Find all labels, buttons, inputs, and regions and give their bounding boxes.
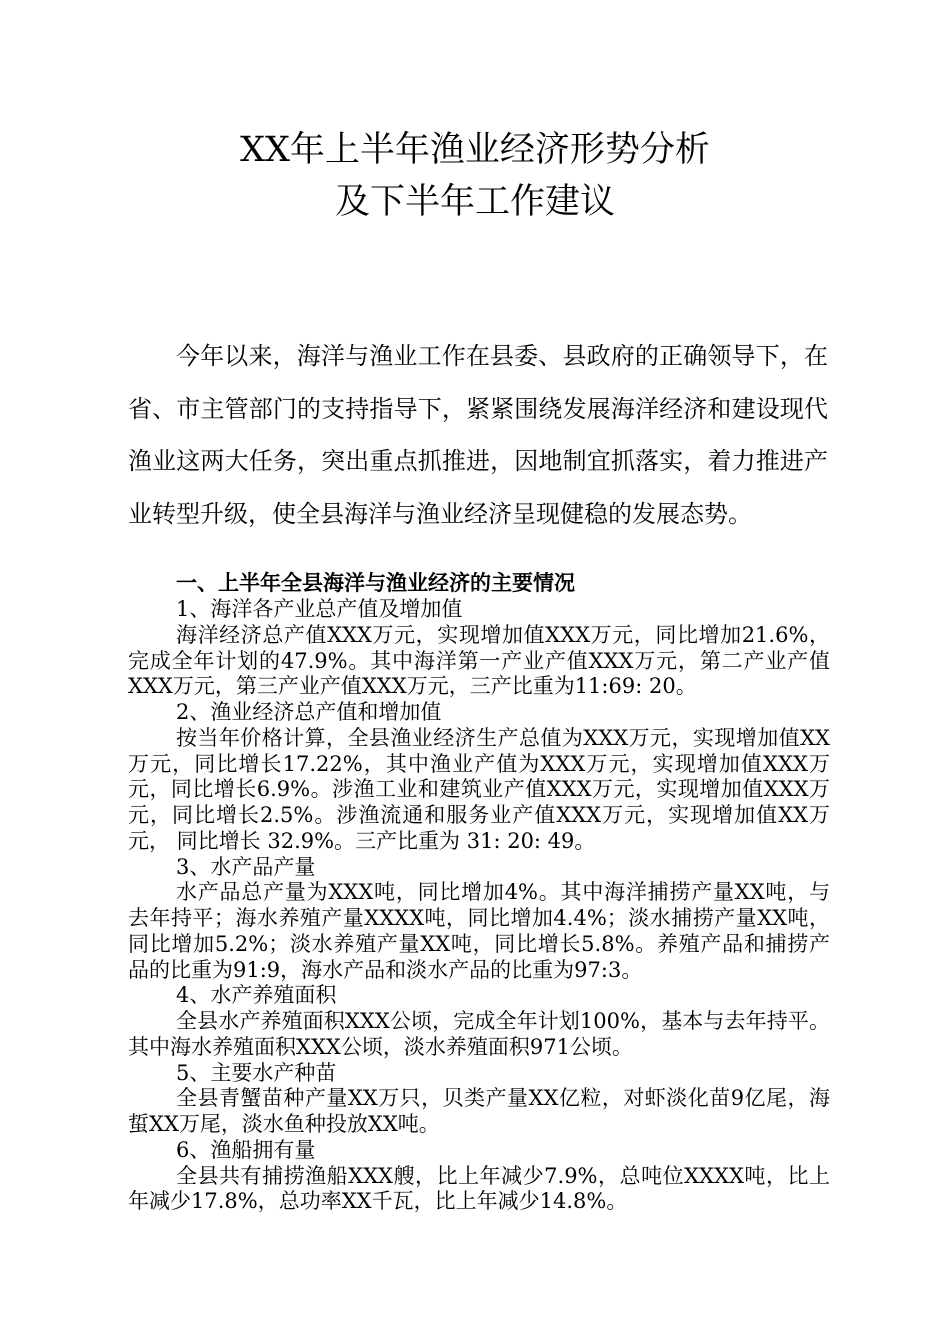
item-3-text: 水产品总产量为XXX吨，同比增加4%。其中海洋捕捞产量XX吨，与去年持平；海水养殖产量XXXX吨，同比增加4.4%；淡水捕捞产量XX吨，同比增加5.2%；淡水养殖产量XX吨，同比增长5.8%。养殖产品和捕捞产品的比重为91:9，海水产品和淡水产品的比重为97:3。	[128, 880, 830, 982]
section-1-body	[128, 597, 830, 1215]
intro-paragraph: 今年以来，海洋与渔业工作在县委、县政府的正确领导下，在省、市主管部门的支持指导下，紧紧围绕发展海洋经济和建设现代渔业这两大任务，突出重点抓推进，因地制宜抓落实，着力推进产业转型升级，使全县海洋与渔业经济呈现健稳的发展态势。	[128, 342, 828, 528]
item-1-subheading: 1、海洋各产业总产值及增加值	[176, 597, 463, 621]
document-title-line-1: XX年上半年渔业经济形势分析	[240, 130, 710, 170]
document-title-line-2: 及下半年工作建议	[334, 182, 615, 222]
item-5-subheading: 5、主要水产种苗	[176, 1060, 337, 1085]
item-4-subheading: 4、水产养殖面积	[176, 983, 337, 1008]
item-6-text: 全县共有捕捞渔船XXX艘，比上年减少7.9%，总吨位XXXX吨，比上年减少17.8%，总功率XX千瓦，比上年减少14.8%。	[128, 1163, 830, 1214]
item-5-text: 全县青蟹苗种产量XX万只，贝类产量XX亿粒，对虾淡化苗9亿尾，海蜇XX万尾，淡水鱼种投放XX吨。	[128, 1086, 830, 1136]
section-1-heading: 一、上半年全县海洋与渔业经济的主要情况	[176, 570, 575, 595]
item-6-subheading: 6、渔船拥有量	[176, 1137, 316, 1162]
item-4-text: 全县水产养殖面积XXX公顷，完成全年计划100%，基本与去年持平。其中海水养殖面积XXX公顷，淡水养殖面积971公顷。	[128, 1009, 830, 1059]
item-1-text: 海洋经济总产值XXX万元，实现增加值XXX万元，同比增加21.6%，完成全年计划的47.9%。其中海洋第一产业产值XXX万元，第二产业产值XXX万元，第三产业产值XXX万元，三产比重为11:69: 20。	[128, 622, 830, 699]
item-3-subheading: 3、水产品产量	[176, 854, 316, 879]
item-2-subheading: 2、渔业经济总产值和增加值	[176, 700, 442, 724]
item-2-text: 按当年价格计算，全县渔业经济生产总值为XXX万元，实现增加值XX万元，同比增长17.22%，其中渔业产值为XXX万元，实现增加值XXX万元，同比增长6.9%。涉渔工业和建筑业产值XXX万元，实现增加值XXX万元，同比增长2.5%。涉渔流通和服务业产值XXX万元，实现增加值XX万元， 同比增长 32.9%。三产比重为 31: 20: 49。	[128, 725, 830, 853]
